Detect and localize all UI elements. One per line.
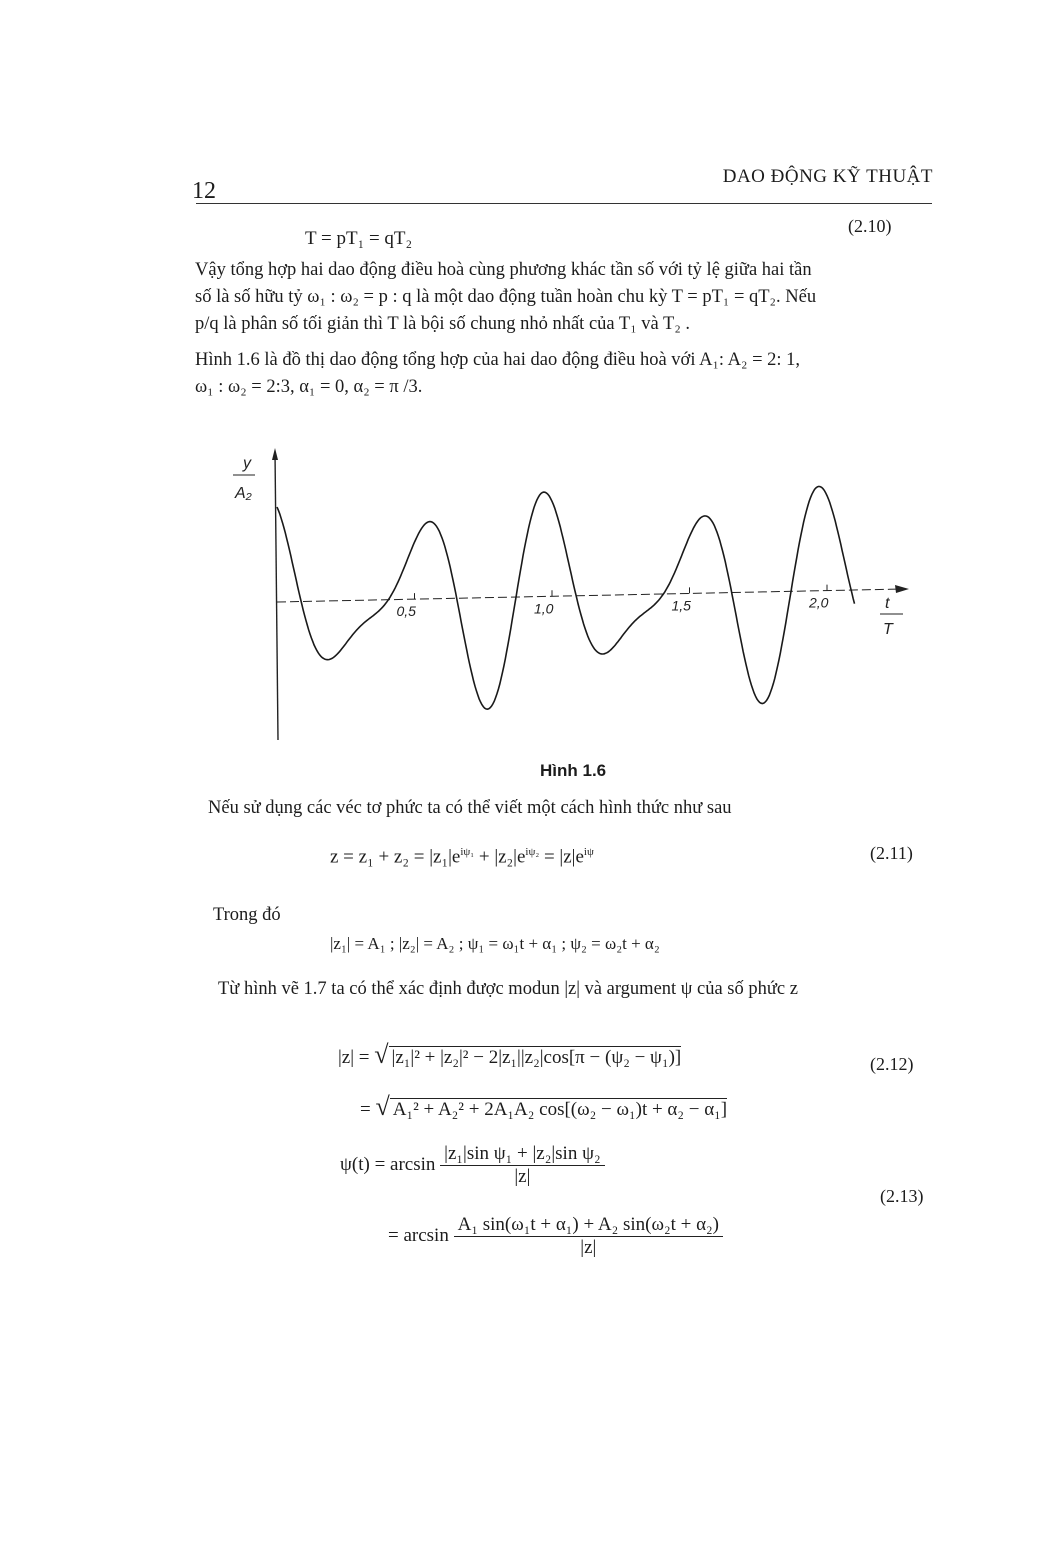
- fraction-denominator: |z|: [580, 1237, 597, 1258]
- equation-2-13-line-1: [340, 1143, 605, 1188]
- x-tick-label: 1,0: [534, 600, 554, 617]
- sqrt-sign: √: [375, 1092, 390, 1121]
- eq-part: e: [451, 846, 461, 868]
- eq-lhs: = arcsin: [388, 1224, 449, 1246]
- eq-part: iψ₂: [525, 846, 540, 858]
- eq-part: e: [516, 846, 526, 868]
- paragraph-3: Nếu sử dụng các véc tơ phức ta có thể viết một cách hình thức như sau: [208, 798, 732, 818]
- equation-2-12-line-2: [360, 1092, 727, 1122]
- equation-number-2-13: (2.13): [880, 1186, 924, 1206]
- fraction-numerator: A₁ sin(ω₁t + α₁) + A₂ sin(ω₂t + α₂): [454, 1214, 723, 1237]
- paragraph-1: [195, 257, 816, 338]
- header-rule: [196, 203, 932, 204]
- paragraph-line: Hình 1.6 là đồ thị dao động tổng hợp của hai dao động điều hoà với A₁: A₂ = 2: 1,: [195, 350, 801, 370]
- equation-2-13-line-2: [388, 1214, 723, 1259]
- figure-1-6-chart: [215, 440, 925, 750]
- fraction-denominator: |z|: [514, 1166, 531, 1187]
- paragraph-line: số là số hữu tỷ ω₁ : ω₂ = p : q là một dao động tuần hoàn chu kỳ T = pT₁ = qT₂. Nếu: [195, 287, 817, 307]
- eq-part: |z₁|: [429, 846, 452, 868]
- eq-part: z = z₁ + z₂ =: [330, 846, 430, 868]
- equation-definitions: |z₁| = A₁ ; |z₂| = A₂ ; ψ₁ = ω₁t + α₁ ; ψ₂ = ω₂t + α₂: [330, 934, 660, 953]
- equation-number-2-10: (2.10): [848, 216, 892, 236]
- eq-part: =: [539, 846, 560, 868]
- eq-radicand: A₁² + A₂² + 2A₁A₂ cos[(ω₂ − ω₁)t + α₂ − α₁]: [390, 1098, 727, 1120]
- eq-part: iψ: [583, 846, 594, 858]
- fraction: [440, 1143, 604, 1188]
- x-axis-label-top: t: [885, 595, 890, 612]
- equation-2-12-line-1: [338, 1040, 681, 1070]
- equation-2-10: T = pT₁ = qT₂: [305, 228, 413, 249]
- paragraph-line: p/q là phân số tối giản thì T là bội số chung nhỏ nhất của T₁ và T₂ .: [195, 314, 691, 334]
- y-axis-label-top: y: [243, 455, 251, 472]
- running-title: DAO ĐỘNG KỸ THUẬT: [722, 166, 933, 187]
- paragraph-2: [195, 347, 800, 401]
- x-axis-label-bottom: T: [883, 621, 893, 638]
- eq-part: |z₂|: [494, 846, 517, 868]
- paragraph-4: Trong đó: [213, 905, 281, 925]
- x-tick-label: 2,0: [809, 594, 829, 611]
- figure-caption: Hình 1.6: [540, 761, 607, 780]
- eq-part: e: [575, 846, 584, 868]
- x-tick-label: 1,5: [671, 597, 691, 614]
- sqrt-sign: √: [374, 1040, 389, 1069]
- paragraph-line: Vậy tổng hợp hai dao động điều hoà cùng phương khác tần số với tỷ lệ giữa hai tần: [195, 260, 812, 280]
- eq-radicand: |z₁|² + |z₂|² − 2|z₁||z₂|cos[π − (ψ₂ − ψ₁)]: [389, 1046, 682, 1068]
- eq-part: iψ₁: [460, 846, 475, 858]
- equation-number-2-11: (2.11): [870, 843, 913, 863]
- y-axis: [272, 448, 278, 740]
- paragraph-5: Từ hình vẽ 1.7 ta có thể xác định được modun |z| và argument ψ của số phức z: [218, 979, 798, 999]
- eq-lhs: ψ(t) = arcsin: [340, 1153, 436, 1175]
- eq-lhs: =: [360, 1099, 376, 1120]
- series-line: [277, 486, 855, 709]
- eq-part: +: [474, 846, 495, 868]
- eq-lhs: |z| =: [338, 1047, 375, 1068]
- equation-2-11: [330, 846, 594, 868]
- fraction-numerator: |z₁|sin ψ₁ + |z₂|sin ψ₂: [440, 1143, 604, 1166]
- eq-part: |z|: [559, 846, 576, 868]
- paragraph-line: ω₁ : ω₂ = 2:3, α₁ = 0, α₂ = π /3.: [195, 377, 423, 397]
- page-number: 12: [192, 178, 216, 204]
- y-axis-label-bottom: A₂: [235, 485, 252, 502]
- equation-number-2-12: (2.12): [870, 1054, 914, 1074]
- fraction: [454, 1214, 723, 1259]
- x-tick-label: 0,5: [396, 603, 416, 620]
